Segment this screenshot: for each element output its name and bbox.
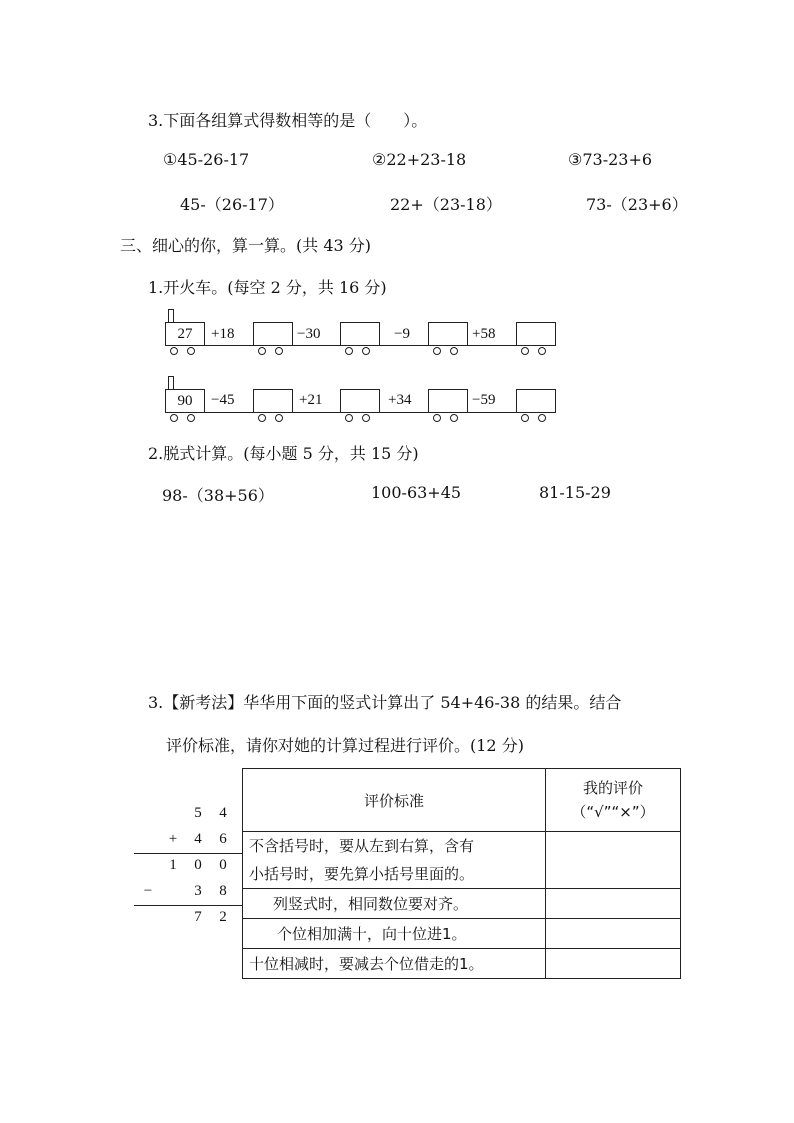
evaluation-answer-cell[interactable]	[546, 889, 681, 919]
wheel	[362, 347, 370, 355]
criteria-cell: 个位相加满十，向十位进1。	[243, 919, 546, 949]
criteria-cell	[243, 832, 546, 889]
wheel	[433, 414, 441, 422]
answer-car[interactable]	[428, 322, 468, 346]
table-header-row	[243, 769, 681, 832]
wheel	[258, 414, 266, 422]
wheel	[187, 347, 195, 355]
wheel	[538, 347, 546, 355]
wheel	[258, 347, 266, 355]
table-row	[243, 889, 681, 919]
train-car-start	[165, 322, 205, 346]
plus-sign: +	[168, 831, 178, 847]
table-row	[243, 919, 681, 949]
q3-option-3-line1: ③73-23+6	[568, 150, 653, 169]
digit: 1	[169, 857, 177, 873]
wheel	[275, 347, 283, 355]
train-op: −9	[394, 326, 410, 342]
train-car-start	[165, 389, 205, 413]
wheel	[170, 414, 178, 422]
difference-line	[134, 905, 242, 906]
header-my-evaluation-title: 我的评价	[582, 779, 643, 797]
train-question-title: 1.开火车。(每空 2 分，共 16 分)	[148, 278, 387, 297]
answer-car[interactable]	[340, 389, 380, 413]
train-op: +34	[388, 392, 412, 408]
table-row	[243, 832, 681, 889]
digit: 2	[219, 909, 227, 925]
wheel	[362, 414, 370, 422]
calc-expr-2: 100-63+45	[371, 483, 462, 502]
train-op: +21	[299, 392, 323, 408]
evaluation-answer-cell[interactable]	[546, 832, 681, 889]
q3-stem: 3.下面各组算式得数相等的是（ ）。	[148, 111, 428, 130]
wheel	[345, 414, 353, 422]
digit: 6	[219, 831, 227, 847]
wheel	[521, 347, 529, 355]
evaluation-answer-cell[interactable]	[546, 919, 681, 949]
train-op: −59	[472, 392, 496, 408]
train-link	[205, 412, 253, 413]
wheel	[433, 347, 441, 355]
calc-expr-1: 98-（38+56）	[162, 486, 274, 505]
train-link	[468, 345, 516, 346]
train-chimney	[168, 309, 174, 323]
table-row	[243, 949, 681, 979]
train-op: +18	[211, 326, 235, 342]
wheel	[450, 347, 458, 355]
sum-line	[134, 853, 242, 854]
calc-expr-3: 81-15-29	[539, 483, 611, 502]
q3-option-3-line2: 73-（23+6）	[586, 195, 688, 214]
train-link	[380, 412, 428, 413]
eval-question-line2: 评价标准，请你对她的计算过程进行评价。(12 分)	[166, 736, 524, 755]
train-link	[293, 345, 340, 346]
train-link	[380, 345, 428, 346]
digit: 8	[219, 883, 227, 899]
digit: 5	[194, 805, 202, 821]
train-link	[293, 412, 340, 413]
answer-car[interactable]	[516, 322, 556, 346]
q3-option-2-line1: ②22+23-18	[372, 150, 467, 169]
section3-title: 三、细心的你，算一算。(共 43 分)	[120, 236, 372, 255]
evaluation-table	[242, 768, 681, 979]
wheel	[450, 414, 458, 422]
digit: 0	[194, 857, 202, 873]
train-start-value: 27	[177, 326, 193, 342]
wheel	[538, 414, 546, 422]
q3-option-1-line2: 45-（26-17）	[180, 195, 284, 214]
header-criteria: 评价标准	[243, 769, 546, 832]
train-chimney	[168, 376, 174, 390]
minus-sign: −	[143, 883, 153, 899]
train-op: −45	[211, 392, 235, 408]
q3-option-2-line2: 22+（23-18）	[390, 195, 502, 214]
answer-car[interactable]	[340, 322, 380, 346]
answer-car[interactable]	[253, 322, 293, 346]
train-link	[205, 345, 253, 346]
digit: 4	[219, 805, 227, 821]
criteria-cell: 列竖式时，相同数位要对齐。	[243, 889, 546, 919]
train-op: +58	[472, 326, 496, 342]
q3-option-1-line1: ①45-26-17	[163, 150, 250, 169]
criteria-cell: 十位相减时，要减去个位借走的1。	[243, 949, 546, 979]
answer-car[interactable]	[253, 389, 293, 413]
train-op: −30	[297, 326, 321, 342]
train-start-value: 90	[177, 393, 193, 409]
header-my-evaluation-marks: （“√”“×”）	[571, 803, 655, 821]
header-my-evaluation	[546, 769, 681, 832]
answer-car[interactable]	[516, 389, 556, 413]
calc-question-title: 2.脱式计算。(每小题 5 分，共 15 分)	[148, 444, 419, 463]
wheel	[521, 414, 529, 422]
wheel	[345, 347, 353, 355]
evaluation-answer-cell[interactable]	[546, 949, 681, 979]
answer-car[interactable]	[428, 389, 468, 413]
digit: 7	[194, 909, 202, 925]
digit: 4	[194, 831, 202, 847]
wheel	[170, 347, 178, 355]
train-link	[468, 412, 516, 413]
wheel	[275, 414, 283, 422]
digit: 0	[219, 857, 227, 873]
eval-question-line1: 3.【新考法】华华用下面的竖式计算出了 54+46-38 的结果。结合	[148, 693, 622, 712]
digit: 3	[194, 883, 202, 899]
wheel	[187, 414, 195, 422]
criteria-text-line2: 小括号时，要先算小括号里面的。	[249, 865, 475, 883]
criteria-text-line1: 不含括号时，要从左到右算，含有	[249, 837, 475, 855]
